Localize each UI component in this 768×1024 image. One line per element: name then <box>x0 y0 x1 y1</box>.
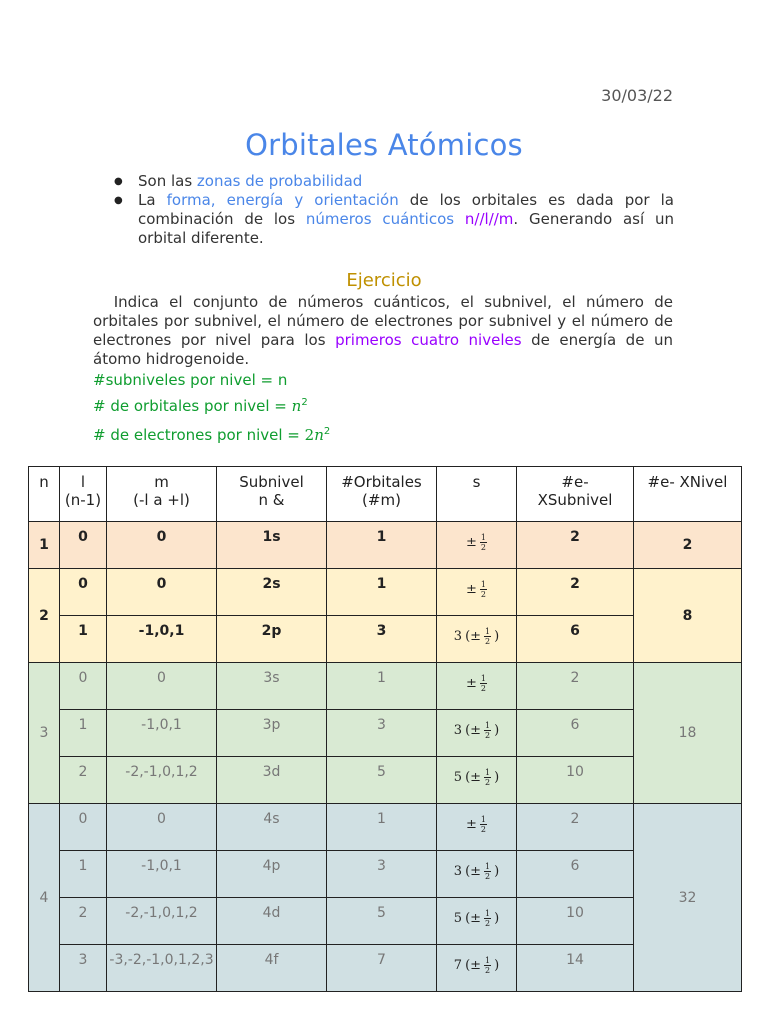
cell-orbitales: 1 <box>327 663 437 710</box>
header-text: (-l a +l) <box>133 491 190 509</box>
cell-n: 4 <box>29 804 60 992</box>
cell-l: 2 <box>60 757 107 804</box>
fraction-num: 1 <box>480 533 486 542</box>
cell-s <box>437 851 517 898</box>
cell-e-nivel: 8 <box>634 569 742 663</box>
spin-coef: 3 <box>453 864 463 879</box>
header-subnivel <box>217 467 327 522</box>
cell-m: 0 <box>107 569 217 616</box>
spin-coef: 7 <box>453 958 463 973</box>
spin-open: (± <box>465 864 482 879</box>
text: de energía de un átomo hidrogenoide. <box>93 331 673 368</box>
cell-e-subnivel: 2 <box>517 569 634 616</box>
highlight: primeros cuatro niveles <box>335 331 522 349</box>
cell-orbitales: 3 <box>327 616 437 663</box>
cell-subnivel: 3p <box>217 710 327 757</box>
cell-s <box>437 898 517 945</box>
spin-open: (± <box>465 629 482 644</box>
cell-e-subnivel: 14 <box>517 945 634 992</box>
spin-coef: 3 <box>453 723 463 738</box>
cell-s <box>437 616 517 663</box>
formula-var: n <box>314 426 324 444</box>
table-header-row <box>29 467 742 522</box>
fraction <box>480 674 487 693</box>
cell-e-subnivel: 6 <box>517 616 634 663</box>
spin-pm: ± <box>466 535 477 550</box>
cell-s <box>437 757 517 804</box>
bullet-item <box>94 172 674 191</box>
spin-pm: ± <box>466 582 477 597</box>
formula-label: # de orbitales por nivel = <box>93 397 292 415</box>
cell-m: 0 <box>107 804 217 851</box>
cell-l: 0 <box>60 569 107 616</box>
fraction <box>480 815 487 834</box>
spin-pm: ± <box>466 676 477 691</box>
cell-e-subnivel: 6 <box>517 851 634 898</box>
fraction-num: 1 <box>480 580 486 589</box>
header-l <box>60 467 107 522</box>
header-text: m <box>154 473 169 491</box>
spin-expression <box>454 768 499 787</box>
highlight: zonas de probabilidad <box>196 172 363 190</box>
spin-close: ) <box>494 911 500 926</box>
formula-exp: 2 <box>323 426 331 437</box>
cell-l: 3 <box>60 945 107 992</box>
cell-m: -1,0,1 <box>107 616 217 663</box>
spin-close: ) <box>494 723 500 738</box>
formula-exp: 2 <box>301 397 308 408</box>
cell-l: 0 <box>60 663 107 710</box>
cell-e-subnivel: 6 <box>517 710 634 757</box>
table-row <box>29 663 742 710</box>
table-row <box>29 522 742 569</box>
exercise-text <box>93 293 673 369</box>
header-text: (n-1) <box>64 491 102 509</box>
spin-coef: 5 <box>453 911 463 926</box>
cell-l: 0 <box>60 522 107 569</box>
cell-n: 1 <box>29 522 60 569</box>
table-row <box>29 804 742 851</box>
cell-subnivel: 4f <box>217 945 327 992</box>
cell-orbitales: 3 <box>327 710 437 757</box>
formula-electrones <box>93 426 330 444</box>
cell-m: -3,-2,-1,0,1,2,3 <box>107 945 217 992</box>
fraction-den: 2 <box>485 637 491 646</box>
spin-pm: ± <box>466 817 477 832</box>
fraction-den: 2 <box>485 919 491 928</box>
cell-l: 1 <box>60 710 107 757</box>
fraction-num: 1 <box>480 815 486 824</box>
cell-n: 3 <box>29 663 60 804</box>
header-text: #Orbitales <box>341 473 422 491</box>
spin-expression <box>454 862 499 881</box>
fraction-den: 2 <box>485 872 491 881</box>
cell-orbitales: 5 <box>327 757 437 804</box>
fraction-num: 1 <box>485 909 491 918</box>
fraction <box>484 909 491 928</box>
cell-m: -2,-1,0,1,2 <box>107 757 217 804</box>
header-text: Subnivel <box>239 473 304 491</box>
cell-l: 1 <box>60 616 107 663</box>
header-e-subnivel <box>517 467 634 522</box>
cell-subnivel: 4s <box>217 804 327 851</box>
cell-s <box>437 804 517 851</box>
fraction <box>484 862 491 881</box>
cell-l: 0 <box>60 804 107 851</box>
spin-expression <box>466 580 487 599</box>
spin-expression <box>466 533 487 552</box>
fraction-den: 2 <box>480 543 486 552</box>
cell-m: 0 <box>107 663 217 710</box>
spin-expression <box>454 627 499 646</box>
cell-orbitales: 1 <box>327 569 437 616</box>
cell-s <box>437 522 517 569</box>
header-m <box>107 467 217 522</box>
fraction-num: 1 <box>485 627 491 636</box>
fraction <box>484 768 491 787</box>
date: 30/03/22 <box>601 86 673 105</box>
cell-m: -1,0,1 <box>107 710 217 757</box>
cell-s <box>437 710 517 757</box>
spin-open: (± <box>465 911 482 926</box>
header-text: n & <box>258 491 285 509</box>
spin-expression <box>466 674 487 693</box>
formula-label: # de electrones por nivel = <box>93 426 305 444</box>
page-title: Orbitales Atómicos <box>245 128 523 162</box>
fraction <box>484 721 491 740</box>
header-text: l <box>80 473 86 491</box>
cell-subnivel: 2p <box>217 616 327 663</box>
spin-close: ) <box>494 629 500 644</box>
formula-orbitales <box>93 397 308 415</box>
highlight-nlm: n//l//m <box>464 210 514 228</box>
fraction-num: 1 <box>485 721 491 730</box>
cell-orbitales: 5 <box>327 898 437 945</box>
header-text: #e- <box>561 473 589 491</box>
spin-expression <box>454 721 499 740</box>
cell-m: 0 <box>107 522 217 569</box>
spin-expression <box>454 956 499 975</box>
bullet-item <box>94 191 674 248</box>
cell-subnivel: 4d <box>217 898 327 945</box>
fraction-num: 1 <box>480 674 486 683</box>
header-orbitales <box>327 467 437 522</box>
formula-coef: 2 <box>304 426 315 444</box>
quantum-numbers-table <box>28 466 742 992</box>
header-s: s <box>437 467 517 522</box>
cell-e-nivel: 18 <box>634 663 742 804</box>
cell-e-subnivel: 10 <box>517 898 634 945</box>
cell-subnivel: 3d <box>217 757 327 804</box>
cell-n: 2 <box>29 569 60 663</box>
spin-close: ) <box>494 864 500 879</box>
cell-l: 1 <box>60 851 107 898</box>
spin-expression <box>454 909 499 928</box>
fraction-num: 1 <box>485 956 491 965</box>
highlight: números cuánticos <box>305 210 455 228</box>
cell-e-subnivel: 2 <box>517 804 634 851</box>
cell-subnivel: 4p <box>217 851 327 898</box>
spin-coef: 3 <box>453 629 463 644</box>
text: de los orbitales es dada por la combinación de los <box>138 191 674 228</box>
text: Son las <box>138 172 197 190</box>
section-heading: Ejercicio <box>346 270 422 291</box>
fraction-den: 2 <box>480 684 486 693</box>
text: Indica el conjunto de números cuánticos, el subnivel, el número de orbitales por subnivel, el número de electrones por subnivel y el número de electrones por nivel para los <box>93 293 673 349</box>
text: . Generando así un orbital diferente. <box>138 210 674 247</box>
header-text: (#m) <box>362 491 401 509</box>
cell-subnivel: 1s <box>217 522 327 569</box>
cell-e-subnivel: 2 <box>517 663 634 710</box>
cell-m: -2,-1,0,1,2 <box>107 898 217 945</box>
fraction-num: 1 <box>485 862 491 871</box>
spin-open: (± <box>465 723 482 738</box>
cell-e-subnivel: 10 <box>517 757 634 804</box>
cell-e-nivel: 2 <box>634 522 742 569</box>
text: La <box>138 191 167 209</box>
fraction-den: 2 <box>485 778 491 787</box>
fraction <box>484 627 491 646</box>
cell-subnivel: 3s <box>217 663 327 710</box>
cell-m: -1,0,1 <box>107 851 217 898</box>
spin-coef: 5 <box>453 770 463 785</box>
cell-l: 2 <box>60 898 107 945</box>
fraction-den: 2 <box>480 590 486 599</box>
spin-expression <box>466 815 487 834</box>
cell-subnivel: 2s <box>217 569 327 616</box>
cell-e-nivel: 32 <box>634 804 742 992</box>
cell-orbitales: 7 <box>327 945 437 992</box>
cell-e-subnivel: 2 <box>517 522 634 569</box>
cell-s <box>437 663 517 710</box>
header-n: n <box>29 467 60 522</box>
cell-orbitales: 1 <box>327 522 437 569</box>
fraction-den: 2 <box>485 966 491 975</box>
formula-subniveles: #subniveles por nivel = n <box>93 371 288 389</box>
fraction <box>480 580 487 599</box>
cell-s <box>437 569 517 616</box>
cell-s <box>437 945 517 992</box>
cell-orbitales: 1 <box>327 804 437 851</box>
fraction <box>484 956 491 975</box>
spin-open: (± <box>465 958 482 973</box>
cell-orbitales: 3 <box>327 851 437 898</box>
spin-close: ) <box>494 958 500 973</box>
fraction <box>480 533 487 552</box>
bullet-list <box>94 172 674 248</box>
header-text: XSubnivel <box>537 491 613 509</box>
fraction-den: 2 <box>480 825 486 834</box>
fraction-den: 2 <box>485 731 491 740</box>
table-row <box>29 569 742 616</box>
highlight: forma, energía y orientación <box>166 191 399 209</box>
spin-open: (± <box>465 770 482 785</box>
header-e-nivel: #e- XNivel <box>634 467 742 522</box>
fraction-num: 1 <box>485 768 491 777</box>
spin-close: ) <box>494 770 500 785</box>
formula-var: n <box>291 397 302 415</box>
